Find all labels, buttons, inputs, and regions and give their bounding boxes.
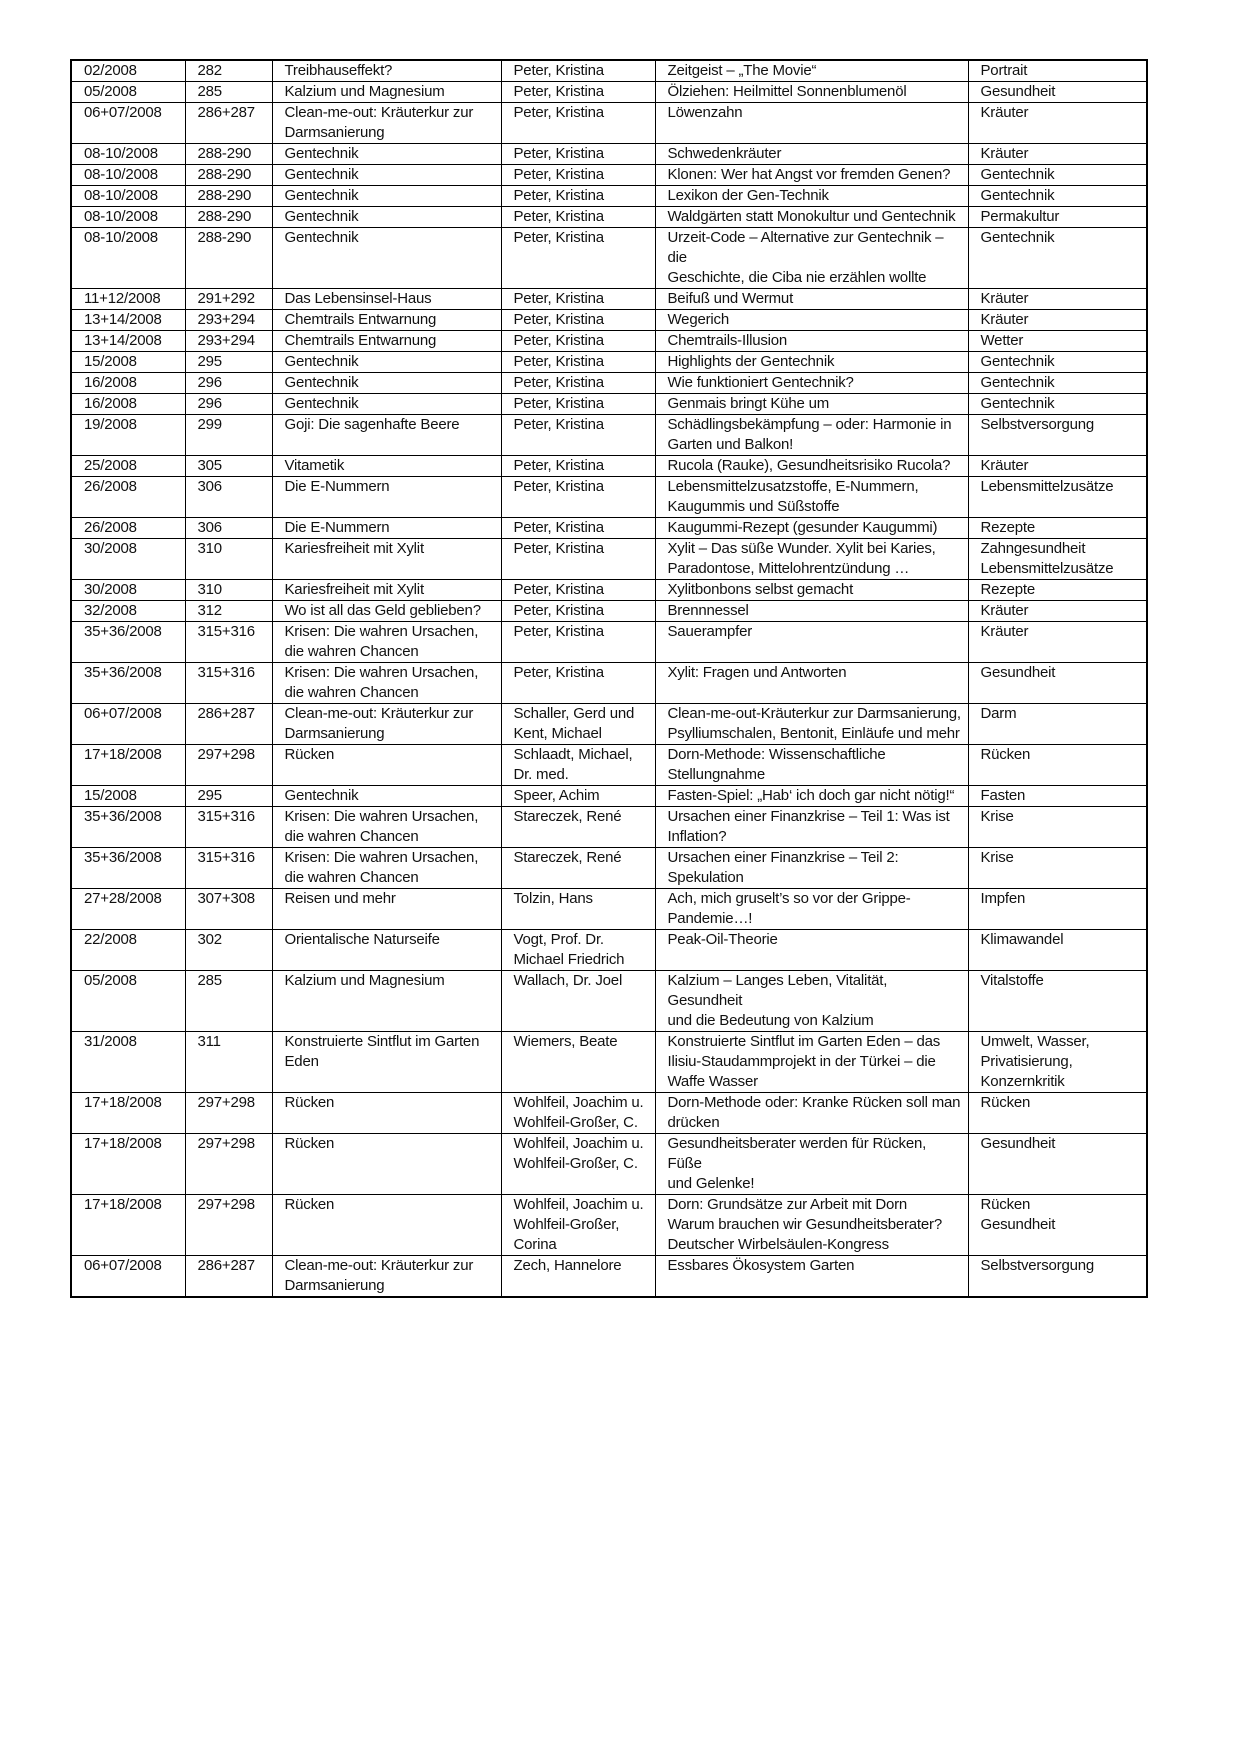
author-cell: Stareczek, René	[501, 807, 655, 848]
table-row	[71, 415, 1147, 456]
article-title-cell: Highlights der Gentechnik	[655, 352, 968, 373]
table-row	[71, 518, 1147, 539]
issue-cell: 17+18/2008	[71, 1195, 185, 1256]
table-row	[71, 82, 1147, 103]
article-title-cell: Ursachen einer Finanzkrise – Teil 1: Was ist Inflation?	[655, 807, 968, 848]
article-title-cell: Genmais bringt Kühe um	[655, 394, 968, 415]
topic-cell: Clean-me-out: Kräuterkur zur Darmsanierung	[272, 103, 501, 144]
author-cell: Peter, Kristina	[501, 165, 655, 186]
article-title-cell: Löwenzahn	[655, 103, 968, 144]
article-title-cell: Chemtrails-Illusion	[655, 331, 968, 352]
issue-cell: 13+14/2008	[71, 310, 185, 331]
table-row	[71, 930, 1147, 971]
table-row	[71, 971, 1147, 1032]
issue-cell: 35+36/2008	[71, 663, 185, 704]
table-row	[71, 477, 1147, 518]
issue-cell: 08-10/2008	[71, 186, 185, 207]
category-cell: Vitalstoffe	[968, 971, 1147, 1032]
category-cell: Kräuter	[968, 622, 1147, 663]
topic-cell: Kariesfreiheit mit Xylit	[272, 580, 501, 601]
category-cell: Rezepte	[968, 518, 1147, 539]
category-cell: Selbstversorgung	[968, 1256, 1147, 1298]
number-cell: 291+292	[185, 289, 272, 310]
issue-cell: 30/2008	[71, 580, 185, 601]
article-title-cell: Ach, mich gruselt’s so vor der Grippe- Pandemie…!	[655, 889, 968, 930]
topic-cell: Rücken	[272, 1195, 501, 1256]
category-cell: Kräuter	[968, 289, 1147, 310]
category-cell: Rücken	[968, 745, 1147, 786]
table-row	[71, 103, 1147, 144]
category-cell: Krise	[968, 848, 1147, 889]
author-cell: Peter, Kristina	[501, 207, 655, 228]
topic-cell: Reisen und mehr	[272, 889, 501, 930]
table-row	[71, 1195, 1147, 1256]
issue-cell: 05/2008	[71, 971, 185, 1032]
author-cell: Peter, Kristina	[501, 82, 655, 103]
topic-cell: Gentechnik	[272, 228, 501, 289]
issue-cell: 08-10/2008	[71, 207, 185, 228]
topic-cell: Kariesfreiheit mit Xylit	[272, 539, 501, 580]
author-cell: Peter, Kristina	[501, 289, 655, 310]
issue-cell: 25/2008	[71, 456, 185, 477]
table-row	[71, 704, 1147, 745]
number-cell: 315+316	[185, 622, 272, 663]
topic-cell: Orientalische Naturseife	[272, 930, 501, 971]
issue-cell: 35+36/2008	[71, 807, 185, 848]
number-cell: 299	[185, 415, 272, 456]
topic-cell: Rücken	[272, 745, 501, 786]
table-body	[71, 60, 1147, 1297]
topic-cell: Kalzium und Magnesium	[272, 971, 501, 1032]
category-cell: Gentechnik	[968, 228, 1147, 289]
issue-cell: 15/2008	[71, 352, 185, 373]
topic-cell: Gentechnik	[272, 144, 501, 165]
category-cell: Gesundheit	[968, 82, 1147, 103]
table-row	[71, 228, 1147, 289]
topic-cell: Wo ist all das Geld geblieben?	[272, 601, 501, 622]
category-cell: Wetter	[968, 331, 1147, 352]
table-row	[71, 60, 1147, 82]
author-cell: Peter, Kristina	[501, 103, 655, 144]
category-cell: Gesundheit	[968, 1134, 1147, 1195]
article-title-cell: Kalzium – Langes Leben, Vitalität, Gesundheit und die Bedeutung von Kalzium	[655, 971, 968, 1032]
article-title-cell: Dorn-Methode: Wissenschaftliche Stellungnahme	[655, 745, 968, 786]
number-cell: 288-290	[185, 165, 272, 186]
number-cell: 293+294	[185, 331, 272, 352]
issue-cell: 26/2008	[71, 518, 185, 539]
author-cell: Wohlfeil, Joachim u. Wohlfeil-Großer, C.	[501, 1093, 655, 1134]
topic-cell: Clean-me-out: Kräuterkur zur Darmsanierung	[272, 704, 501, 745]
author-cell: Peter, Kristina	[501, 310, 655, 331]
category-cell: Permakultur	[968, 207, 1147, 228]
author-cell: Wallach, Dr. Joel	[501, 971, 655, 1032]
category-cell: Gentechnik	[968, 352, 1147, 373]
author-cell: Peter, Kristina	[501, 394, 655, 415]
author-cell: Schaller, Gerd und Kent, Michael	[501, 704, 655, 745]
topic-cell: Gentechnik	[272, 352, 501, 373]
number-cell: 297+298	[185, 745, 272, 786]
topic-cell: Clean-me-out: Kräuterkur zur Darmsanierung	[272, 1256, 501, 1298]
author-cell: Peter, Kristina	[501, 60, 655, 82]
issue-cell: 17+18/2008	[71, 1134, 185, 1195]
number-cell: 288-290	[185, 207, 272, 228]
author-cell: Peter, Kristina	[501, 518, 655, 539]
table-row	[71, 289, 1147, 310]
category-cell: Selbstversorgung	[968, 415, 1147, 456]
topic-cell: Goji: Die sagenhafte Beere	[272, 415, 501, 456]
topic-cell: Gentechnik	[272, 394, 501, 415]
topic-cell: Gentechnik	[272, 786, 501, 807]
number-cell: 312	[185, 601, 272, 622]
number-cell: 286+287	[185, 103, 272, 144]
article-title-cell: Gesundheitsberater werden für Rücken, Füße und Gelenke!	[655, 1134, 968, 1195]
table-row	[71, 1134, 1147, 1195]
issue-cell: 27+28/2008	[71, 889, 185, 930]
topic-cell: Gentechnik	[272, 165, 501, 186]
article-title-cell: Urzeit-Code – Alternative zur Gentechnik – die Geschichte, die Ciba nie erzählen wollte	[655, 228, 968, 289]
article-title-cell: Kaugummi-Rezept (gesunder Kaugummi)	[655, 518, 968, 539]
category-cell: Darm	[968, 704, 1147, 745]
table-row	[71, 539, 1147, 580]
number-cell: 310	[185, 580, 272, 601]
number-cell: 285	[185, 971, 272, 1032]
topic-cell: Das Lebensinsel-Haus	[272, 289, 501, 310]
article-title-cell: Schwedenkräuter	[655, 144, 968, 165]
article-title-cell: Essbares Ökosystem Garten	[655, 1256, 968, 1298]
author-cell: Peter, Kristina	[501, 228, 655, 289]
author-cell: Peter, Kristina	[501, 144, 655, 165]
number-cell: 315+316	[185, 848, 272, 889]
topic-cell: Krisen: Die wahren Ursachen, die wahren Chancen	[272, 848, 501, 889]
table-row	[71, 310, 1147, 331]
article-title-cell: Fasten-Spiel: „Hab‘ ich doch gar nicht nötig!“	[655, 786, 968, 807]
issue-cell: 15/2008	[71, 786, 185, 807]
author-cell: Wiemers, Beate	[501, 1032, 655, 1093]
issue-cell: 11+12/2008	[71, 289, 185, 310]
topic-cell: Krisen: Die wahren Ursachen, die wahren Chancen	[272, 663, 501, 704]
number-cell: 315+316	[185, 807, 272, 848]
category-cell: Kräuter	[968, 144, 1147, 165]
issue-cell: 26/2008	[71, 477, 185, 518]
number-cell: 285	[185, 82, 272, 103]
topic-cell: Treibhauseffekt?	[272, 60, 501, 82]
topic-cell: Krisen: Die wahren Ursachen, die wahren Chancen	[272, 622, 501, 663]
issue-cell: 32/2008	[71, 601, 185, 622]
topic-cell: Gentechnik	[272, 186, 501, 207]
table-row	[71, 580, 1147, 601]
topic-cell: Chemtrails Entwarnung	[272, 310, 501, 331]
issue-cell: 06+07/2008	[71, 103, 185, 144]
author-cell: Vogt, Prof. Dr. Michael Friedrich	[501, 930, 655, 971]
table-row	[71, 745, 1147, 786]
author-cell: Peter, Kristina	[501, 663, 655, 704]
topic-cell: Krisen: Die wahren Ursachen, die wahren Chancen	[272, 807, 501, 848]
article-title-cell: Sauerampfer	[655, 622, 968, 663]
category-cell: Gentechnik	[968, 373, 1147, 394]
author-cell: Schlaadt, Michael, Dr. med.	[501, 745, 655, 786]
issue-cell: 30/2008	[71, 539, 185, 580]
issue-cell: 17+18/2008	[71, 745, 185, 786]
article-title-cell: Dorn: Grundsätze zur Arbeit mit Dorn Warum brauchen wir Gesundheitsberater? Deutscher Wirbelsäulen-Kongress	[655, 1195, 968, 1256]
number-cell: 297+298	[185, 1195, 272, 1256]
number-cell: 315+316	[185, 663, 272, 704]
author-cell: Tolzin, Hans	[501, 889, 655, 930]
number-cell: 282	[185, 60, 272, 82]
author-cell: Peter, Kristina	[501, 456, 655, 477]
number-cell: 295	[185, 786, 272, 807]
issue-cell: 13+14/2008	[71, 331, 185, 352]
category-cell: Portrait	[968, 60, 1147, 82]
category-cell: Kräuter	[968, 103, 1147, 144]
article-title-cell: Schädlingsbekämpfung – oder: Harmonie in Garten und Balkon!	[655, 415, 968, 456]
number-cell: 295	[185, 352, 272, 373]
issue-cell: 08-10/2008	[71, 165, 185, 186]
topic-cell: Rücken	[272, 1134, 501, 1195]
category-cell: Gesundheit	[968, 663, 1147, 704]
article-title-cell: Waldgärten statt Monokultur und Gentechnik	[655, 207, 968, 228]
issue-cell: 35+36/2008	[71, 848, 185, 889]
number-cell: 310	[185, 539, 272, 580]
number-cell: 311	[185, 1032, 272, 1093]
table-row	[71, 889, 1147, 930]
table-row	[71, 601, 1147, 622]
article-title-cell: Brennnessel	[655, 601, 968, 622]
article-title-cell: Xylit – Das süße Wunder. Xylit bei Karies, Paradontose, Mittelohrentzündung …	[655, 539, 968, 580]
issue-cell: 19/2008	[71, 415, 185, 456]
category-cell: Kräuter	[968, 456, 1147, 477]
topic-cell: Chemtrails Entwarnung	[272, 331, 501, 352]
author-cell: Wohlfeil, Joachim u. Wohlfeil-Großer, Corina	[501, 1195, 655, 1256]
issue-cell: 06+07/2008	[71, 704, 185, 745]
topic-cell: Kalzium und Magnesium	[272, 82, 501, 103]
number-cell: 296	[185, 394, 272, 415]
number-cell: 297+298	[185, 1093, 272, 1134]
table-row	[71, 848, 1147, 889]
article-title-cell: Xylitbonbons selbst gemacht	[655, 580, 968, 601]
number-cell: 306	[185, 477, 272, 518]
issue-cell: 31/2008	[71, 1032, 185, 1093]
article-title-cell: Ursachen einer Finanzkrise – Teil 2: Spekulation	[655, 848, 968, 889]
number-cell: 286+287	[185, 704, 272, 745]
category-cell: Rezepte	[968, 580, 1147, 601]
number-cell: 307+308	[185, 889, 272, 930]
category-cell: Fasten	[968, 786, 1147, 807]
author-cell: Peter, Kristina	[501, 352, 655, 373]
table-row	[71, 807, 1147, 848]
issue-cell: 16/2008	[71, 373, 185, 394]
article-title-cell: Klonen: Wer hat Angst vor fremden Genen?	[655, 165, 968, 186]
issue-cell: 06+07/2008	[71, 1256, 185, 1298]
category-cell: Zahngesundheit Lebensmittelzusätze	[968, 539, 1147, 580]
number-cell: 302	[185, 930, 272, 971]
number-cell: 305	[185, 456, 272, 477]
article-title-cell: Wie funktioniert Gentechnik?	[655, 373, 968, 394]
category-cell: Kräuter	[968, 601, 1147, 622]
issue-cell: 22/2008	[71, 930, 185, 971]
table-row	[71, 1093, 1147, 1134]
author-cell: Peter, Kristina	[501, 539, 655, 580]
table-row	[71, 352, 1147, 373]
article-title-cell: Clean-me-out-Kräuterkur zur Darmsanierung, Psylliumschalen, Bentonit, Einläufe und mehr	[655, 704, 968, 745]
category-cell: Lebensmittelzusätze	[968, 477, 1147, 518]
issue-cell: 08-10/2008	[71, 144, 185, 165]
issue-cell: 16/2008	[71, 394, 185, 415]
author-cell: Peter, Kristina	[501, 186, 655, 207]
issue-cell: 02/2008	[71, 60, 185, 82]
category-cell: Impfen	[968, 889, 1147, 930]
author-cell: Peter, Kristina	[501, 373, 655, 394]
topic-cell: Gentechnik	[272, 373, 501, 394]
author-cell: Stareczek, René	[501, 848, 655, 889]
article-title-cell: Ölziehen: Heilmittel Sonnenblumenöl	[655, 82, 968, 103]
topic-cell: Die E-Nummern	[272, 477, 501, 518]
table-row	[71, 622, 1147, 663]
number-cell: 296	[185, 373, 272, 394]
category-cell: Umwelt, Wasser, Privatisierung, Konzernkritik	[968, 1032, 1147, 1093]
table-row	[71, 1032, 1147, 1093]
article-title-cell: Dorn-Methode oder: Kranke Rücken soll man drücken	[655, 1093, 968, 1134]
table-row	[71, 144, 1147, 165]
table-row	[71, 186, 1147, 207]
table-row	[71, 331, 1147, 352]
author-cell: Peter, Kristina	[501, 601, 655, 622]
table-row	[71, 165, 1147, 186]
number-cell: 297+298	[185, 1134, 272, 1195]
article-title-cell: Konstruierte Sintflut im Garten Eden – das Ilisiu-Staudammprojekt in der Türkei – die Waffe Wasser	[655, 1032, 968, 1093]
article-title-cell: Lexikon der Gen-Technik	[655, 186, 968, 207]
number-cell: 288-290	[185, 186, 272, 207]
category-cell: Klimawandel	[968, 930, 1147, 971]
issue-cell: 17+18/2008	[71, 1093, 185, 1134]
table-row	[71, 373, 1147, 394]
category-cell: Gentechnik	[968, 394, 1147, 415]
article-title-cell: Lebensmittelzusatzstoffe, E-Nummern, Kaugummis und Süßstoffe	[655, 477, 968, 518]
article-title-cell: Beifuß und Wermut	[655, 289, 968, 310]
article-title-cell: Rucola (Rauke), Gesundheitsrisiko Rucola?	[655, 456, 968, 477]
article-title-cell: Zeitgeist – „The Movie“	[655, 60, 968, 82]
author-cell: Peter, Kristina	[501, 331, 655, 352]
category-cell: Rücken	[968, 1093, 1147, 1134]
author-cell: Peter, Kristina	[501, 415, 655, 456]
category-cell: Kräuter	[968, 310, 1147, 331]
number-cell: 286+287	[185, 1256, 272, 1298]
category-cell: Krise	[968, 807, 1147, 848]
table-row	[71, 663, 1147, 704]
topic-cell: Gentechnik	[272, 207, 501, 228]
author-cell: Peter, Kristina	[501, 477, 655, 518]
issue-cell: 08-10/2008	[71, 228, 185, 289]
number-cell: 293+294	[185, 310, 272, 331]
category-cell: Gentechnik	[968, 186, 1147, 207]
article-title-cell: Peak-Oil-Theorie	[655, 930, 968, 971]
topic-cell: Konstruierte Sintflut im Garten Eden	[272, 1032, 501, 1093]
number-cell: 288-290	[185, 144, 272, 165]
table-row	[71, 1256, 1147, 1298]
author-cell: Peter, Kristina	[501, 580, 655, 601]
issue-cell: 05/2008	[71, 82, 185, 103]
article-title-cell: Wegerich	[655, 310, 968, 331]
number-cell: 288-290	[185, 228, 272, 289]
author-cell: Zech, Hannelore	[501, 1256, 655, 1298]
topic-cell: Vitametik	[272, 456, 501, 477]
topic-cell: Die E-Nummern	[272, 518, 501, 539]
author-cell: Peter, Kristina	[501, 622, 655, 663]
author-cell: Speer, Achim	[501, 786, 655, 807]
table-row	[71, 786, 1147, 807]
article-title-cell: Xylit: Fragen und Antworten	[655, 663, 968, 704]
number-cell: 306	[185, 518, 272, 539]
table-row	[71, 207, 1147, 228]
category-cell: Gentechnik	[968, 165, 1147, 186]
author-cell: Wohlfeil, Joachim u. Wohlfeil-Großer, C.	[501, 1134, 655, 1195]
category-cell: Rücken Gesundheit	[968, 1195, 1147, 1256]
table-row	[71, 456, 1147, 477]
table-row	[71, 394, 1147, 415]
article-index-table	[70, 59, 1148, 1298]
topic-cell: Rücken	[272, 1093, 501, 1134]
issue-cell: 35+36/2008	[71, 622, 185, 663]
